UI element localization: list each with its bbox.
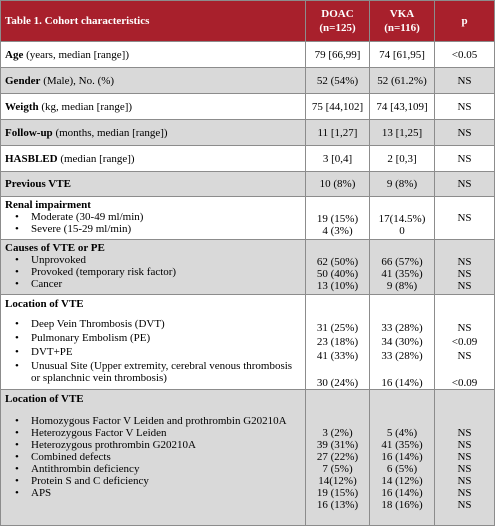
col-vka: VKA (n=116) <box>370 1 435 42</box>
location-list-2 <box>5 415 301 499</box>
causes-list <box>5 254 301 290</box>
list-item: • Pulmonary Embolism (PE) <box>31 332 301 344</box>
renal-list <box>5 211 301 235</box>
table-title: Table 1. Cohort characteristics <box>1 1 306 42</box>
list-item: • Combined defects <box>31 451 301 463</box>
header-row <box>1 1 495 42</box>
location-heading: Location of VTE <box>5 298 84 310</box>
list-item: • Homozygous Factor V Leiden and prothrombin G20210A <box>31 415 301 427</box>
list-item: • Unprovoked <box>31 254 301 266</box>
list-item: • Provoked (temporary risk factor) <box>31 266 301 278</box>
list-item: • DVT+PE <box>31 346 301 358</box>
list-item: • Deep Vein Thrombosis (DVT) <box>31 318 301 330</box>
table-row-hasbled: HASBLED (median [range]) 3 [0,4] 2 [0,3] NS <box>1 146 495 172</box>
location-list <box>5 318 301 384</box>
list-item: • Severe (15-29 ml/min) <box>31 223 301 235</box>
list-item: • Antithrombin deficiency <box>31 463 301 475</box>
table-row-followup: Follow-up (months, median [range]) 11 [1,27] 13 [1,25] NS <box>1 120 495 146</box>
table-row-causes: Causes of VTE or PE • Unprovoked • Provoked (temporary risk factor) • Cancer 62 (50%) 50 (40%) 13 (10%) 66 (57%) 41 (35%) 9 (8%) NS NS NS <box>1 240 495 295</box>
renal-heading: Renal impairment <box>5 199 91 211</box>
location-heading-2: Location of VTE <box>5 393 84 405</box>
list-item: • Moderate (30-49 ml/min) <box>31 211 301 223</box>
col-p: p <box>435 1 495 42</box>
table-row-age: Age (years, median [range]) 79 [66,99] 74 [61,95] <0.05 <box>1 42 495 68</box>
table-row-location-vte-2: Location of VTE • Homozygous Factor V Leiden and prothrombin G20210A • Heterozygous Factor V Leiden • Heterozygous prothrombin G20210A • Combined defects • Antithrombin deficiency • Protein S and C deficiency • APS 3 (2%) 39 (31%) 27 (22%) 7 (5%) 14(12%) 19 (15%) 16 (13%) 5 (4%) 41 (35%) 16 (14%) 6 (5%) 14 (12%) 16 (14%) 18 (16%) NS NS NS NS NS NS NS <box>1 390 495 526</box>
table-row-weight: Weigth (kg, median [range]) 75 [44,102] 74 [43,109] NS <box>1 94 495 120</box>
col-doac: DOAC (n=125) <box>306 1 370 42</box>
list-item: • Unusual Site (Upper extremity, cerebral venous thrombosis or splanchnic vein thrombosis) <box>31 360 301 384</box>
list-item: • APS <box>31 487 301 499</box>
table-row-location-vte: Location of VTE • Deep Vein Thrombosis (DVT) • Pulmonary Embolism (PE) • DVT+PE • Unusual Site (Upper extremity, cerebral venous thrombosis or splanchnic vein thrombosis) 31 (25%) 23 (18%) 41 (33%) 30 (24%) 33 (28%) 34 (30%) 33 (28%) 16 (14%) NS <0.09 NS <0.09 <box>1 295 495 390</box>
list-item: • Cancer <box>31 278 301 290</box>
table-row-previous-vte: Previous VTE 10 (8%) 9 (8%) NS <box>1 172 495 197</box>
list-item: • Protein S and C deficiency <box>31 475 301 487</box>
list-item: • Heterozygous Factor V Leiden <box>31 427 301 439</box>
causes-heading: Causes of VTE or PE <box>5 242 105 254</box>
list-item: • Heterozygous prothrombin G20210A <box>31 439 301 451</box>
table-row-renal: Renal impairment • Moderate (30-49 ml/min) • Severe (15-29 ml/min) 19 (15%) 4 (3%) 17(14.5%) 0 NS <box>1 197 495 240</box>
table-row-gender: Gender (Male), No. (%) 52 (54%) 52 (61.2%) NS <box>1 68 495 94</box>
